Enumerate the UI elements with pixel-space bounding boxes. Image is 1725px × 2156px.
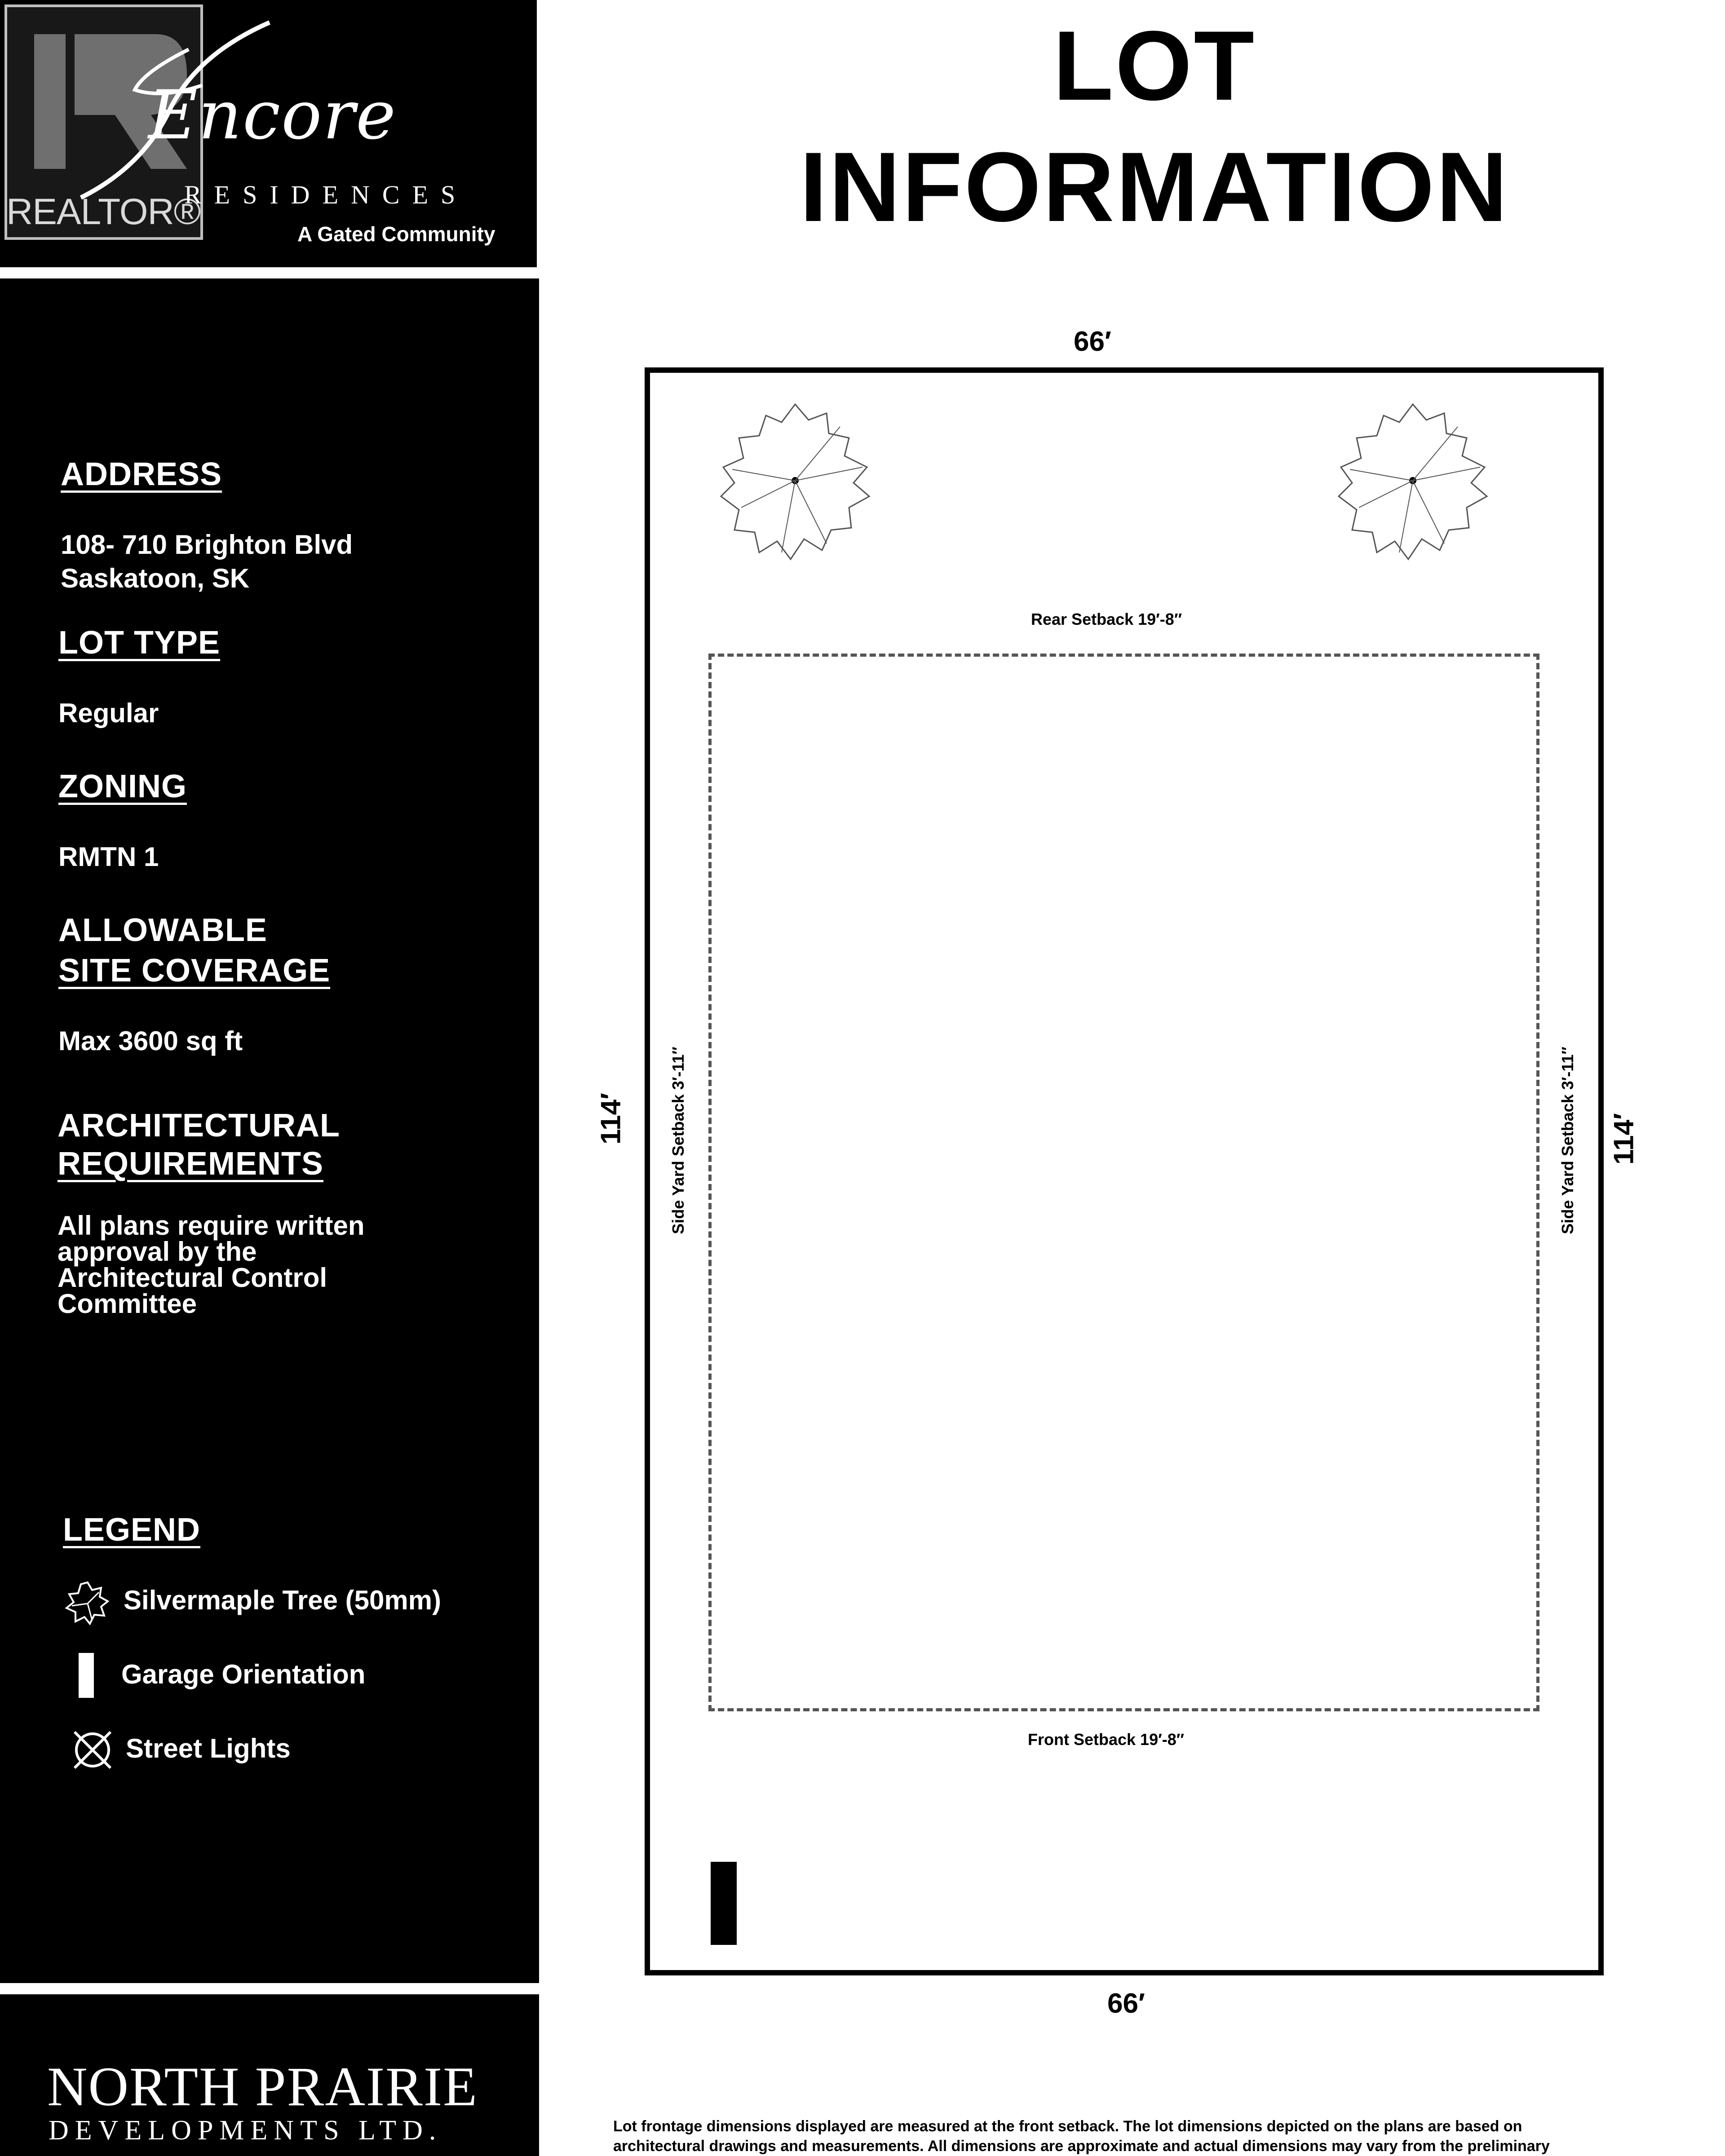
tree-icon: [714, 400, 876, 566]
garage-icon: [79, 1653, 94, 1698]
footer-note-line-2: architectural drawings and measurements. All dimensions are approximate and actual dimensions may vary from the preliminary: [613, 2138, 1550, 2155]
right-dimension: 114′: [1608, 1113, 1640, 1165]
page-title-line-2: INFORMATION: [800, 132, 1509, 242]
arch-text-4: Committee: [58, 1289, 197, 1319]
developer-sub: DEVELOPMENTS LTD.: [49, 2115, 442, 2146]
coverage-heading-2: SITE COVERAGE: [58, 953, 331, 989]
legend-street-lights-label: Street Lights: [126, 1733, 291, 1763]
coverage-value: Max 3600 sq ft: [58, 1026, 243, 1056]
realtor-text: REALTOR®: [6, 191, 201, 232]
legend-tree-label: Silvermaple Tree (50mm): [124, 1585, 442, 1615]
lot-type-value: Regular: [58, 698, 159, 728]
top-dimension: 66′: [1074, 326, 1111, 357]
side-setback-left-label: Side Yard Setback 3′-11″: [669, 1047, 687, 1234]
zoning-value: RMTN 1: [58, 842, 159, 872]
arch-text-3: Architectural Control: [58, 1263, 327, 1293]
address-line-2: Saskatoon, SK: [61, 563, 250, 593]
address-line-1: 108- 710 Brighton Blvd: [61, 530, 353, 560]
footer-note-line-1: Lot frontage dimensions displayed are measured at the front setback. The lot dimensions depicted on the plans are based on: [613, 2118, 1522, 2135]
legend-heading: LEGEND: [63, 1512, 201, 1548]
left-dimension: 114′: [595, 1093, 627, 1144]
page-title-line-1: LOT: [1053, 10, 1256, 121]
arch-heading-1: ARCHITECTURAL: [58, 1108, 340, 1144]
developer-name: NORTH PRAIRIE: [47, 2056, 478, 2117]
arch-text-2: approval by the: [58, 1237, 257, 1267]
front-setback-label: Front Setback 19′-8″: [1028, 1730, 1184, 1749]
zoning-heading: ZONING: [58, 769, 187, 804]
footer-note: [613, 2116, 1691, 2156]
rear-setback-label: Rear Setback 19′-8″: [1031, 610, 1182, 628]
legend-garage-label: Garage Orientation: [121, 1659, 366, 1689]
side-setback-right-label: Side Yard Setback 3′-11″: [1558, 1047, 1577, 1234]
tagline: A Gated Community: [297, 222, 495, 246]
residences-text: RESIDENCES: [184, 180, 468, 209]
tree-icon: [63, 1579, 112, 1628]
lot-type-heading: LOT TYPE: [58, 625, 221, 661]
street-light-icon: [71, 1728, 114, 1772]
coverage-heading-1: ALLOWABLE: [58, 912, 267, 948]
tree-icon: [1332, 400, 1494, 566]
encore-logo-text: Encore: [148, 76, 397, 155]
bottom-dimension: 66′: [1107, 1988, 1145, 2019]
garage-orientation-mark: [711, 1862, 737, 1945]
arch-heading-2: REQUIREMENTS: [58, 1146, 324, 1182]
address-heading: ADDRESS: [61, 456, 222, 492]
setback-boundary: [708, 654, 1539, 1711]
arch-text-1: All plans require written: [58, 1211, 365, 1241]
